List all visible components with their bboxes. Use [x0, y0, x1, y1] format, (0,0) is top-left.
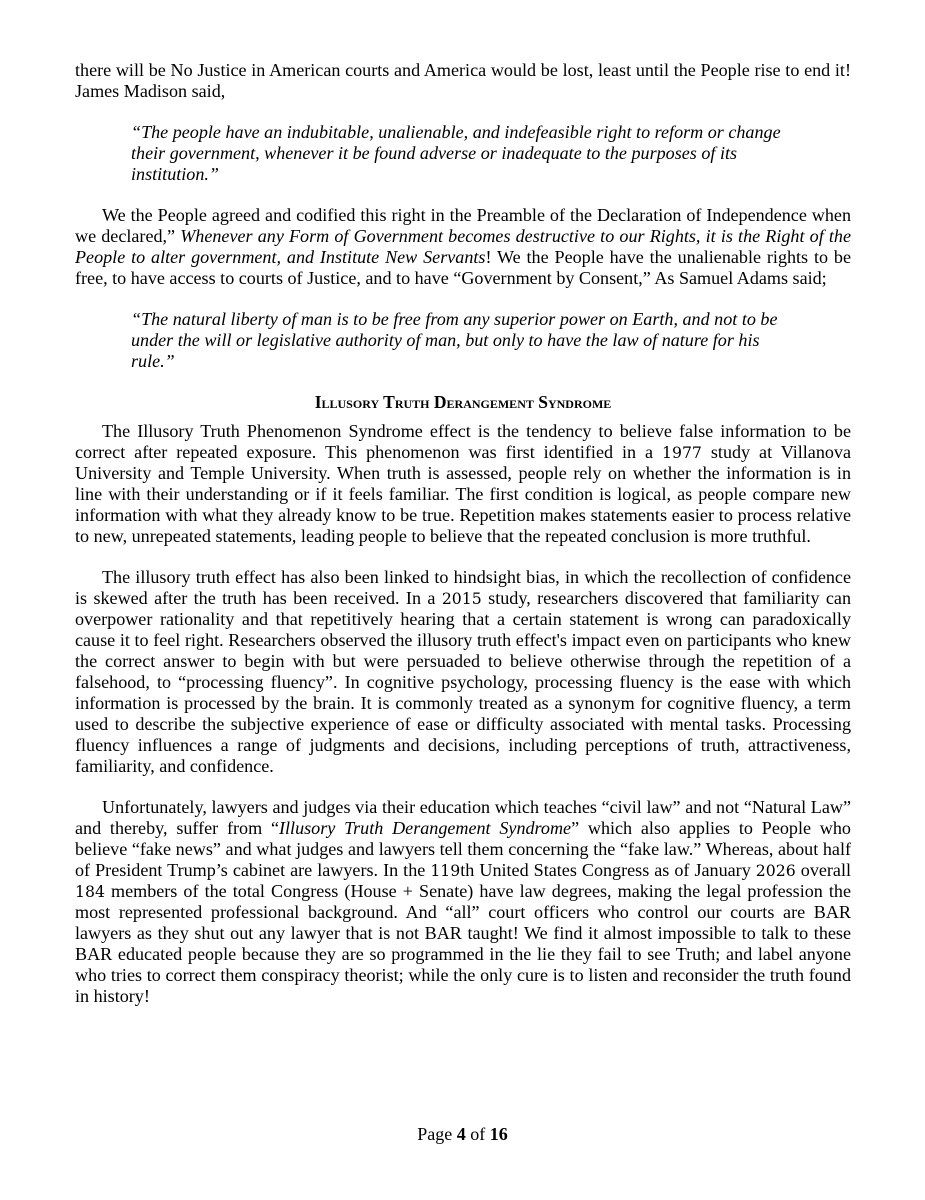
paragraph-text: The illusory truth effect has also been linked to hindsight bias, in which the recollection of confidence is skewed after the truth has been received. In a: [75, 567, 851, 608]
paragraph-text: study, researchers discovered that familiarity can overpower rationality and that repetitively hearing that a certain statement is wrong can paradoxically cause it to feel right. Researchers observed the illusory truth effect's impact even on participants who knew the correct answer to begin with but were persuaded to believe otherwise through the repetition of a falsehood, to “processing fluency”. In cognitive psychology, processing fluency is the ease with which information is processed by the brain. It is commonly treated as a synonym for cognitive fluency, a term used to describe the subjective experience of ease or difficulty associated with mental tasks. Processing fluency influences a range of judgments and decisions, including perceptions of truth, attractiveness, familiarity, and confidence.: [75, 588, 852, 776]
year-text: 2015: [441, 589, 482, 608]
paragraph-text: The Illusory Truth Phenomenon Syndrome effect is the tendency to believe false information to be correct after repeated exposure. This phenomenon was first identified in a: [75, 421, 851, 462]
member-count: 184: [75, 882, 105, 901]
current-page-number: 4: [456, 1124, 466, 1144]
paragraph-text: th United States Congress as of January: [460, 860, 756, 880]
year-text: 2026: [755, 861, 796, 880]
page-of-label: of: [465, 1124, 490, 1144]
year-text: 1977: [661, 443, 702, 462]
emphasized-text: Illusory Truth Derangement Syndrome: [278, 818, 572, 838]
paragraph-text: ” which also applies to People who believe “fake news” and what judges and lawyers tell them concerning the “fake law.” Whereas, about half of President Trump’s cabinet are lawyers. In the: [75, 818, 851, 880]
total-page-count: 16: [489, 1124, 508, 1144]
page-label: Page: [417, 1124, 457, 1144]
paragraph-text: Unfortunately, lawyers and judges via their education which teaches “civil law” and not “Natural Law” and thereby, suffer from “: [75, 797, 851, 838]
paragraph-madison-intro: [75, 60, 851, 102]
paragraph-text: ! We the People have the unalienable rights to be free, to have access to courts of Justice, and to have “Government by Consent,” As Samuel Adams said;: [75, 247, 851, 288]
emphasized-text: Whenever any Form of Government becomes destructive to our Rights, it is the Right of the People to alter government, and Institute New Servants: [75, 226, 851, 267]
document-page: [75, 60, 851, 1027]
quote-samuel-adams: [75, 309, 851, 372]
quote-madison: [75, 122, 851, 185]
paragraph-text: there will be No Justice in American courts and America would be lost, least until the People rise to end it! James Madison said,: [75, 60, 851, 101]
paragraph-text: We the People agreed and codified this right in the Preamble of the Declaration of Independence when we declared,”: [75, 205, 851, 246]
paragraph-lawyers-judges: [75, 797, 851, 1007]
quote-text: “The natural liberty of man is to be free from any superior power on Earth, and not to be under the will or legislative authority of man, but only to have the law of nature for his rule.”: [131, 309, 778, 371]
section-heading: Illusory Truth Derangement Syndrome: [314, 392, 612, 412]
paragraph-text: study at Villanova University and Temple University. When truth is assessed, people rely on whether the information is in line with their understanding or if it feels familiar. The first condition is logical, as people compare new information with what they already know to be true. Repetition makes statements easier to process relative to new, unrepeated statements, leading people to believe that the repeated conclusion is more truthful.: [75, 442, 851, 546]
paragraph-text: members of the total Congress (House + Senate) have law degrees, making the legal profession the most represented professional background. And “all” court officers who control our courts are BAR lawyers as they shut out any lawyer that is not BAR taught! We find it almost impossible to talk to these BAR educated people because they are so programmed in the lie they fail to see Truth; and label anyone who tries to correct them conspiracy theorist; while the only cure is to listen and reconsider the truth found in history!: [75, 881, 851, 1006]
congress-number: 119: [430, 861, 461, 880]
page-number-footer: [0, 1124, 925, 1145]
paragraph-hindsight-bias: [75, 567, 851, 777]
quote-text: “The people have an indubitable, unalienable, and indefeasible right to reform or change their government, whenever it be found adverse or inadequate to the purposes of its institution.”: [131, 122, 781, 184]
paragraph-illusory-truth-definition: [75, 421, 851, 547]
paragraph-declaration: [75, 205, 851, 289]
paragraph-text: overall: [795, 860, 852, 880]
